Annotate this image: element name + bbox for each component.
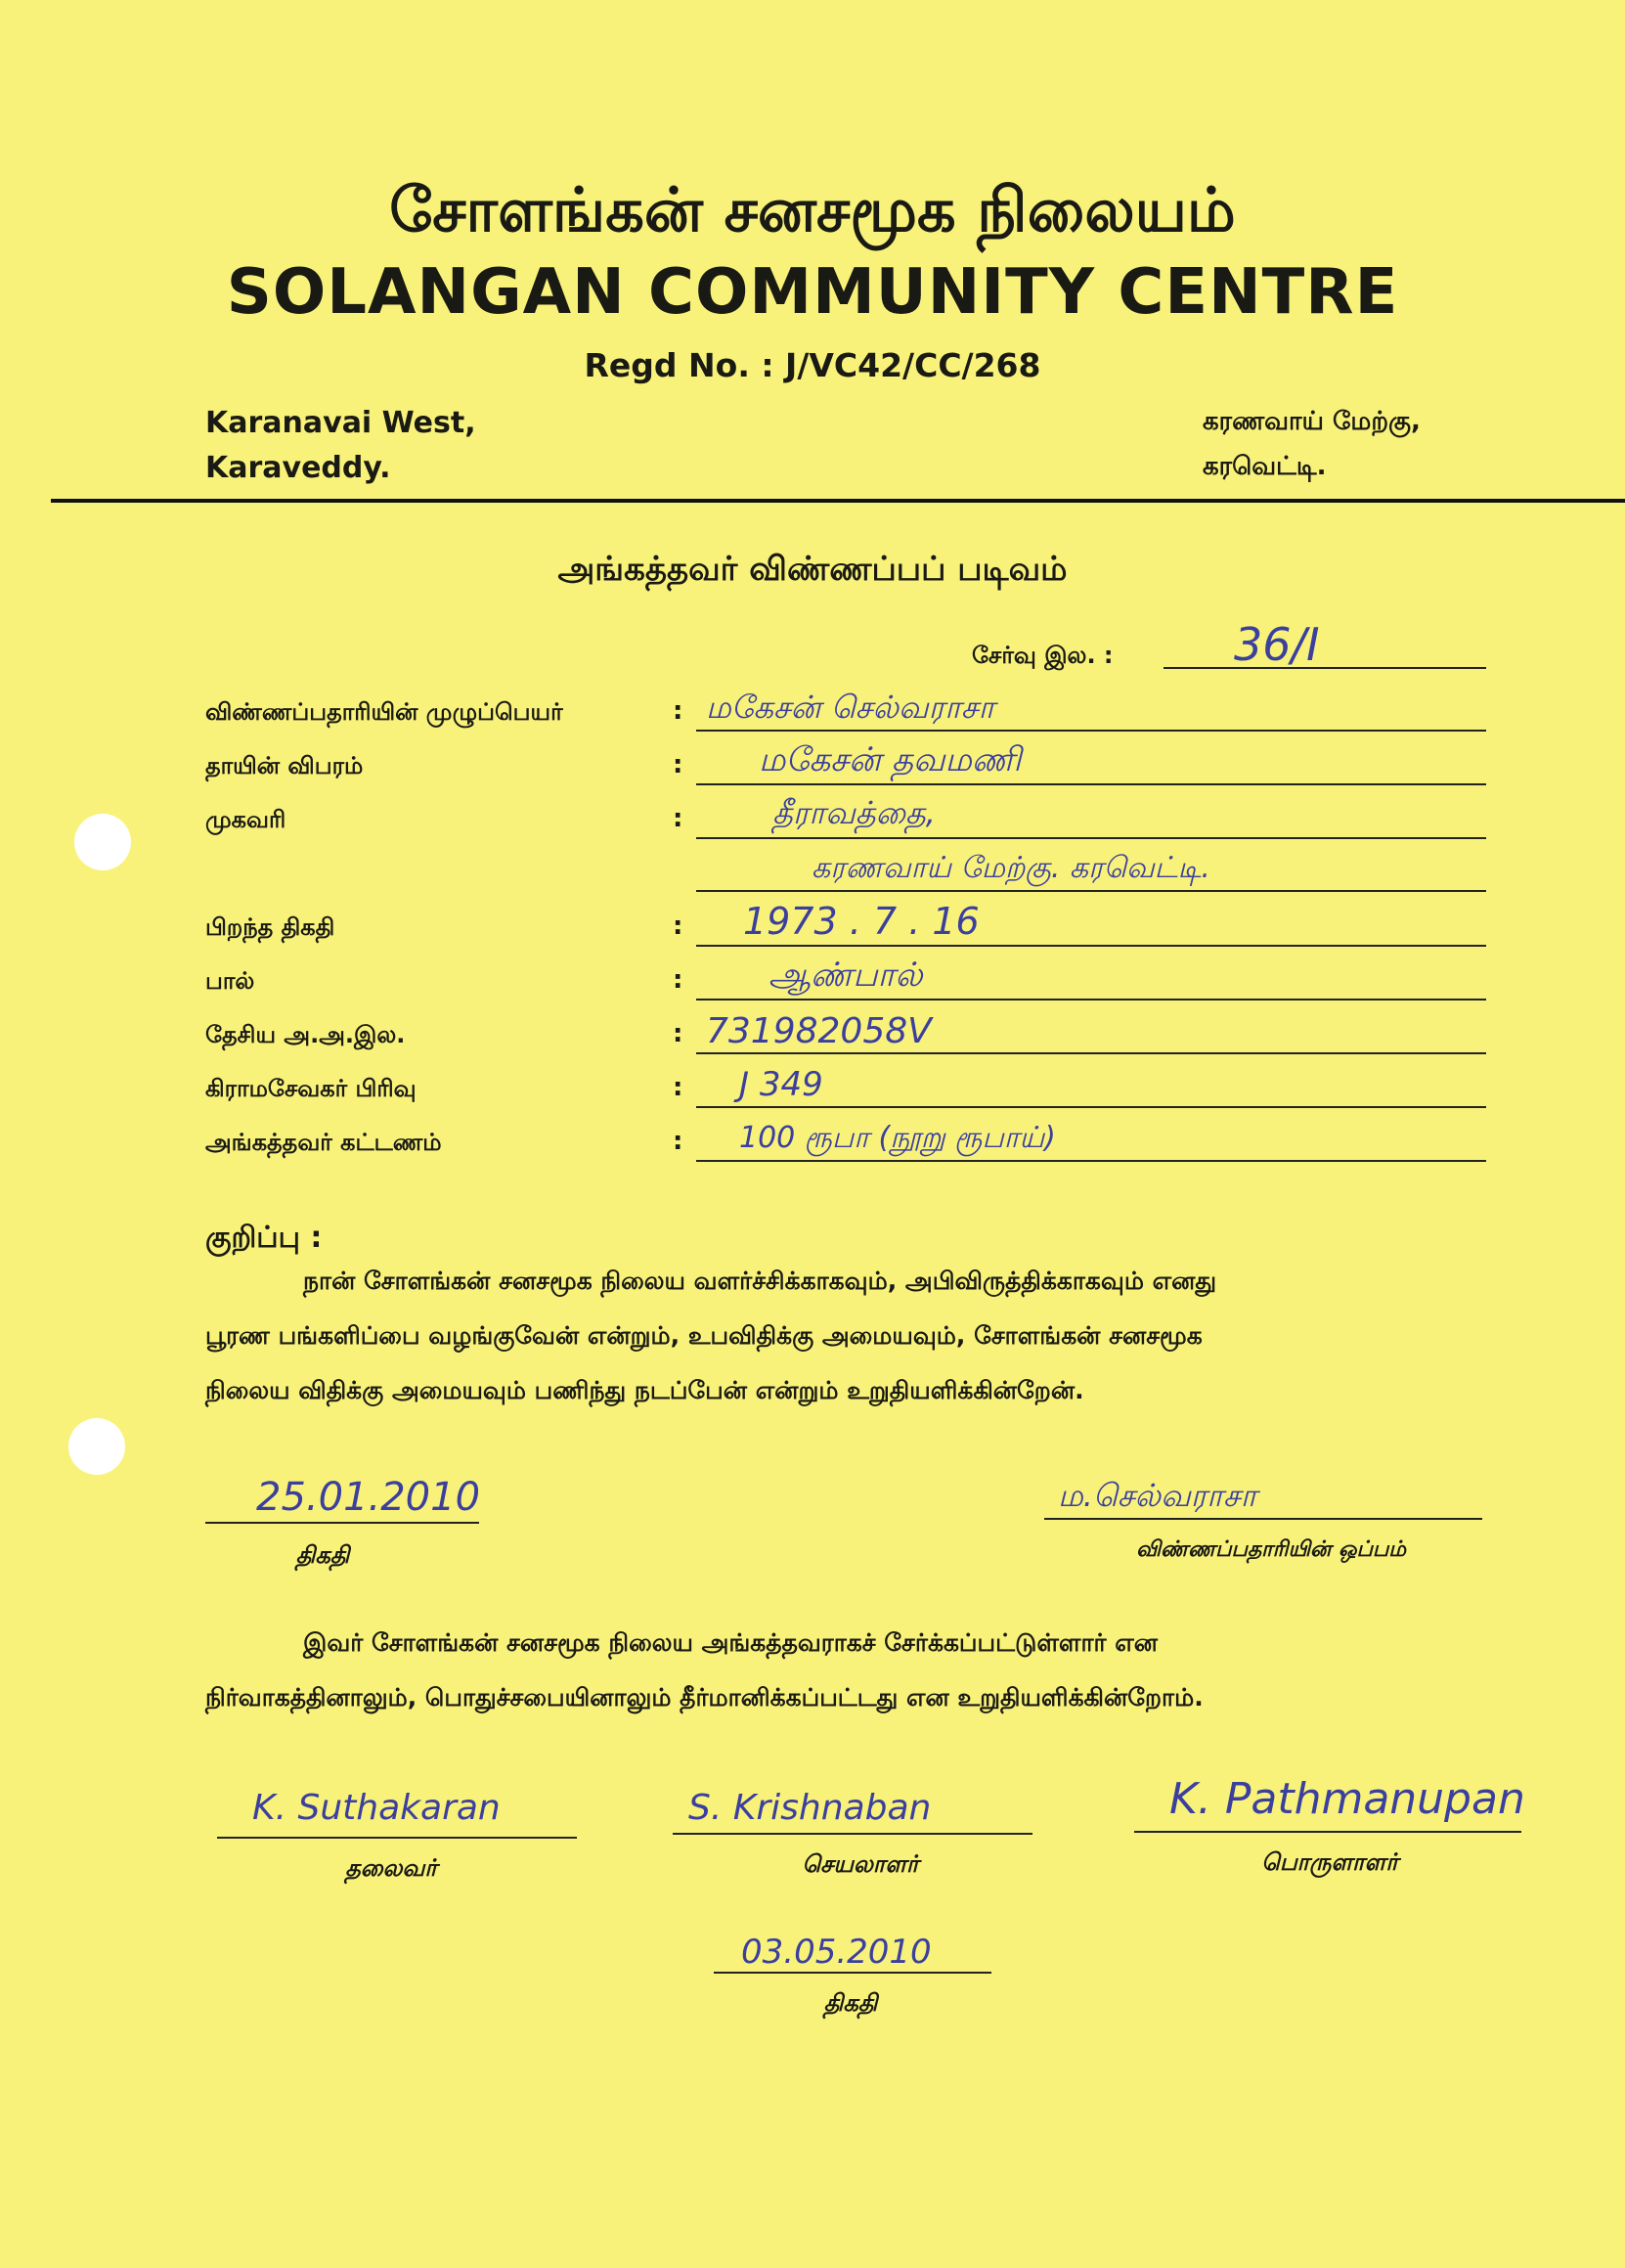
field-colon: :: [673, 965, 683, 995]
registration-number: Regd No. : J/VC42/CC/268: [584, 346, 1041, 384]
form-field-fullname: [0, 685, 1625, 734]
form-field-fee: [0, 1115, 1625, 1164]
title-english: SOLANGAN COMMUNITY CENTRE: [226, 256, 1399, 329]
field-colon: :: [673, 1073, 683, 1102]
form-field-address: [0, 792, 1625, 841]
field-label: அங்கத்தவர் கட்டணம்: [205, 1129, 442, 1156]
note-title: குறிப்பு :: [205, 1221, 323, 1255]
field-line: [696, 783, 1486, 785]
field-value: J 349: [739, 1065, 823, 1104]
field-label: பால்: [205, 967, 255, 995]
form-field-dob: [0, 900, 1625, 949]
field-colon: :: [673, 1019, 683, 1048]
field-value: கரணவாய் மேற்கு. கரவெட்டி.: [812, 851, 1210, 885]
field-label: பிறந்த திகதி: [205, 913, 335, 941]
approval-paragraph: [205, 1616, 1496, 1725]
applicant-date-caption: திகதி: [295, 1541, 350, 1569]
applicant-signature-value: ம.செல்வராசா: [1058, 1477, 1257, 1514]
field-line: [696, 1052, 1486, 1054]
field-line: [696, 999, 1486, 1001]
applicant-signature-line: [1044, 1518, 1482, 1520]
address-tamil-line-1: கரணவாய் மேற்கு,: [1203, 407, 1421, 436]
membership-no-value: 36/I: [1234, 618, 1320, 671]
form-field-mother: [0, 738, 1625, 787]
field-colon: :: [673, 912, 683, 941]
field-value: மகேசன் செல்வராசா: [706, 689, 995, 726]
approval-line: நிர்வாகத்தினாலும், பொதுச்சபையினாலும் தீர்மானிக்கப்பட்டது என உறுதியளிக்கின்றோம்.: [205, 1683, 1204, 1712]
applicant-date-line: [205, 1522, 479, 1524]
field-value: 731982058V: [706, 1011, 932, 1051]
approval-date-caption: திகதி: [823, 1989, 878, 2017]
field-value: ஆண்பால்: [769, 956, 923, 995]
applicant-signature-caption: விண்ணப்பதாரியின் ஒப்பம்: [1136, 1537, 1406, 1562]
approval-line: இவர் சோளங்கன் சனசமூக நிலைய அங்கத்தவராகச் சேர்க்கப்பட்டுள்ளார் என: [303, 1628, 1159, 1657]
approval-date-line: [714, 1972, 991, 1974]
note-paragraph: [205, 1254, 1496, 1418]
field-label: தாயின் விபரம்: [205, 752, 364, 779]
note-line: நிலைய விதிக்கு அமையவும் பணிந்து நடப்பேன் என்றும் உறுதியளிக்கின்றேன்.: [205, 1376, 1084, 1404]
president-caption: தலைவர்: [345, 1854, 437, 1882]
form-field-address-line2: [0, 845, 1625, 894]
field-line: [696, 945, 1486, 947]
field-colon: :: [673, 696, 683, 726]
field-colon: :: [673, 750, 683, 779]
header-divider: [51, 499, 1625, 503]
field-line: [696, 890, 1486, 892]
field-line: [696, 730, 1486, 732]
treasurer-caption: பொருளாளர்: [1261, 1848, 1398, 1876]
form-field-gender: [0, 954, 1625, 1002]
form-field-gs-division: [0, 1061, 1625, 1110]
field-label: விண்ணப்பதாரியின் முழுப்பெயர்: [205, 698, 563, 726]
field-value: 100 ரூபா (நூறு ரூபாய்): [739, 1121, 1056, 1155]
punch-hole-bottom: [68, 1418, 125, 1475]
president-signature-line: [217, 1837, 577, 1839]
treasurer-signature: K. Pathmanupan: [1169, 1774, 1525, 1824]
title-tamil: சோளங்கன் சனசமூக நிலையம்: [389, 174, 1236, 245]
field-colon: :: [673, 1127, 683, 1156]
field-label: தேசிய அ.அ.இல.: [205, 1021, 406, 1048]
address-tamil-line-2: கரவெட்டி.: [1203, 452, 1327, 481]
address-line-2: Karaveddy.: [205, 451, 391, 485]
field-label: முகவரி: [205, 806, 286, 833]
president-signature: K. Suthakaran: [252, 1788, 501, 1828]
field-line: [696, 837, 1486, 839]
field-label: கிராமசேவகர் பிரிவு: [205, 1075, 417, 1102]
field-line: [696, 1160, 1486, 1162]
applicant-date-value: 25.01.2010: [256, 1475, 481, 1520]
address-english: [205, 401, 476, 491]
treasurer-signature-line: [1134, 1831, 1521, 1833]
secretary-caption: செயலாளர்: [802, 1850, 919, 1878]
field-value: மகேசன் தவமணி: [759, 740, 1022, 779]
field-colon: :: [673, 804, 683, 833]
form-field-nic: [0, 1007, 1625, 1056]
secretary-signature: S. Krishnaban: [688, 1788, 932, 1828]
note-line: நான் சோளங்கன் சனசமூக நிலைய வளர்ச்சிக்காகவும், அபிவிருத்திக்காகவும் எனது: [303, 1267, 1217, 1295]
address-line-1: Karanavai West,: [205, 406, 476, 440]
field-value: 1973 . 7 . 16: [743, 900, 980, 943]
form-title: அங்கத்தவர் விண்ணப்பப் படிவம்: [557, 550, 1068, 589]
membership-no-label: சேர்வு இல. :: [972, 642, 1114, 669]
field-line: [696, 1106, 1486, 1108]
approval-date-value: 03.05.2010: [741, 1933, 932, 1972]
secretary-signature-line: [673, 1833, 1032, 1835]
field-value: தீராவத்தை,: [772, 794, 936, 831]
membership-no-line: [1164, 667, 1486, 669]
note-line: பூரண பங்களிப்பை வழங்குவேன் என்றும், உபவிதிக்கு அமையவும், சோளங்கன் சனசமூக: [205, 1321, 1203, 1350]
address-tamil: [1203, 399, 1421, 489]
